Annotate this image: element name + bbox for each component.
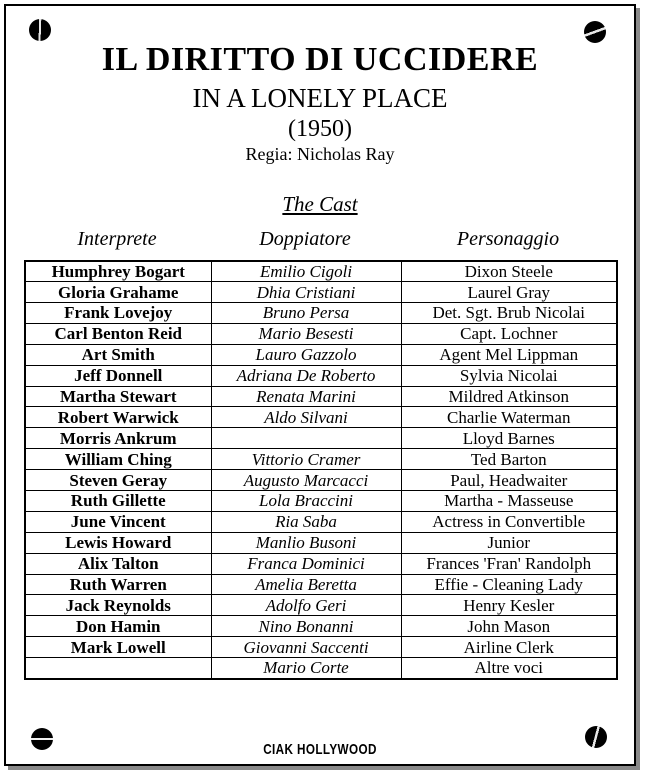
cast-cell-interprete: Frank Lovejoy <box>25 302 211 323</box>
table-row <box>25 449 617 470</box>
table-row <box>25 282 617 303</box>
cast-cell-personaggio: Ted Barton <box>401 449 617 470</box>
cast-cell-personaggio: Paul, Headwaiter <box>401 470 617 491</box>
cast-cell-personaggio: Laurel Gray <box>401 282 617 303</box>
cast-cell-interprete: Jack Reynolds <box>25 595 211 616</box>
cast-cell-doppiatore: Mario Corte <box>211 658 401 679</box>
cast-cell-interprete: Mark Lowell <box>25 637 211 658</box>
title-original: IN A LONELY PLACE <box>192 82 448 113</box>
director: Regia: Nicholas Ray <box>245 143 395 164</box>
screw-icon <box>584 21 606 43</box>
cast-cell-interprete: Robert Warwick <box>25 407 211 428</box>
cast-cell-interprete: Morris Ankrum <box>25 428 211 449</box>
table-row <box>25 511 617 532</box>
cast-table <box>24 260 618 680</box>
cast-cell-doppiatore: Lola Braccini <box>211 490 401 511</box>
cast-cell-doppiatore: Renata Marini <box>211 386 401 407</box>
cast-cell-personaggio: Agent Mel Lippman <box>401 344 617 365</box>
cast-table-area <box>24 229 616 680</box>
cast-cell-interprete: Ruth Gillette <box>25 490 211 511</box>
screw-icon <box>585 726 607 748</box>
cast-cell-interprete: June Vincent <box>25 511 211 532</box>
cast-cell-doppiatore: Vittorio Cramer <box>211 449 401 470</box>
cast-cell-personaggio: Frances 'Fran' Randolph <box>401 553 617 574</box>
cast-cell-personaggio: Airline Clerk <box>401 637 617 658</box>
table-row <box>25 595 617 616</box>
cast-cell-personaggio: John Mason <box>401 616 617 637</box>
title-italian: IL DIRITTO DI UCCIDERE <box>101 41 539 78</box>
cast-cell-interprete <box>25 658 211 679</box>
cast-cell-interprete: Martha Stewart <box>25 386 211 407</box>
cast-cell-interprete: Alix Talton <box>25 553 211 574</box>
cast-cell-personaggio: Lloyd Barnes <box>401 428 617 449</box>
cast-cell-doppiatore: Adolfo Geri <box>211 595 401 616</box>
table-row <box>25 261 617 282</box>
cast-cell-doppiatore: Ria Saba <box>211 511 401 532</box>
section-title-the-cast: The Cast <box>282 191 358 216</box>
year: (1950) <box>288 115 352 142</box>
column-header-doppiatore: Doppiatore <box>259 227 351 250</box>
cast-cell-interprete: William Ching <box>25 449 211 470</box>
cast-cell-interprete: Lewis Howard <box>25 532 211 553</box>
table-row <box>25 490 617 511</box>
table-row <box>25 658 617 679</box>
header-titles <box>6 42 634 163</box>
table-row <box>25 386 617 407</box>
table-row <box>25 532 617 553</box>
cast-cell-interprete: Art Smith <box>25 344 211 365</box>
cast-cell-doppiatore: Manlio Busoni <box>211 532 401 553</box>
cast-cell-doppiatore: Aldo Silvani <box>211 407 401 428</box>
cast-cell-doppiatore <box>211 428 401 449</box>
cast-cell-interprete: Carl Benton Reid <box>25 323 211 344</box>
column-header-interprete: Interprete <box>77 227 157 250</box>
cast-cell-interprete: Don Hamin <box>25 616 211 637</box>
table-row <box>25 553 617 574</box>
cast-cell-personaggio: Mildred Atkinson <box>401 386 617 407</box>
table-row <box>25 407 617 428</box>
cast-cell-doppiatore: Giovanni Saccenti <box>211 637 401 658</box>
cast-cell-interprete: Ruth Warren <box>25 574 211 595</box>
cast-cell-doppiatore: Nino Bonanni <box>211 616 401 637</box>
cast-cell-doppiatore: Bruno Persa <box>211 302 401 323</box>
cast-cell-doppiatore: Adriana De Roberto <box>211 365 401 386</box>
column-headers <box>24 229 616 249</box>
table-row <box>25 574 617 595</box>
cast-cell-doppiatore: Dhia Cristiani <box>211 282 401 303</box>
table-row <box>25 616 617 637</box>
cast-cell-personaggio: Actress in Convertible <box>401 511 617 532</box>
table-row <box>25 637 617 658</box>
table-row <box>25 365 617 386</box>
cast-cell-interprete: Gloria Grahame <box>25 282 211 303</box>
column-header-personaggio: Personaggio <box>456 227 560 250</box>
cast-cell-doppiatore: Emilio Cigoli <box>211 261 401 282</box>
cast-cell-personaggio: Sylvia Nicolai <box>401 365 617 386</box>
cast-cell-personaggio: Det. Sgt. Brub Nicolai <box>401 302 617 323</box>
cast-cell-doppiatore: Lauro Gazzolo <box>211 344 401 365</box>
cast-cell-personaggio: Henry Kesler <box>401 595 617 616</box>
cast-cell-personaggio: Charlie Waterman <box>401 407 617 428</box>
cast-cell-personaggio: Martha - Masseuse <box>401 490 617 511</box>
table-row <box>25 428 617 449</box>
cast-cell-doppiatore: Amelia Beretta <box>211 574 401 595</box>
cast-cell-interprete: Jeff Donnell <box>25 365 211 386</box>
cast-cell-doppiatore: Mario Besesti <box>211 323 401 344</box>
cast-cell-doppiatore: Franca Dominici <box>211 553 401 574</box>
table-row <box>25 302 617 323</box>
cast-cell-personaggio: Dixon Steele <box>401 261 617 282</box>
screw-icon <box>29 19 51 41</box>
ciak-hollywood-logo: CIAK HOLLYWOOD <box>263 741 377 758</box>
cast-card-page <box>4 4 636 766</box>
screw-icon <box>31 728 53 750</box>
cast-cell-interprete: Humphrey Bogart <box>25 261 211 282</box>
table-row <box>25 344 617 365</box>
cast-cell-personaggio: Effie - Cleaning Lady <box>401 574 617 595</box>
cast-cell-personaggio: Junior <box>401 532 617 553</box>
cast-cell-interprete: Steven Geray <box>25 470 211 491</box>
table-row <box>25 470 617 491</box>
cast-cell-doppiatore: Augusto Marcacci <box>211 470 401 491</box>
cast-cell-personaggio: Capt. Lochner <box>401 323 617 344</box>
cast-cell-personaggio: Altre voci <box>401 658 617 679</box>
table-row <box>25 323 617 344</box>
